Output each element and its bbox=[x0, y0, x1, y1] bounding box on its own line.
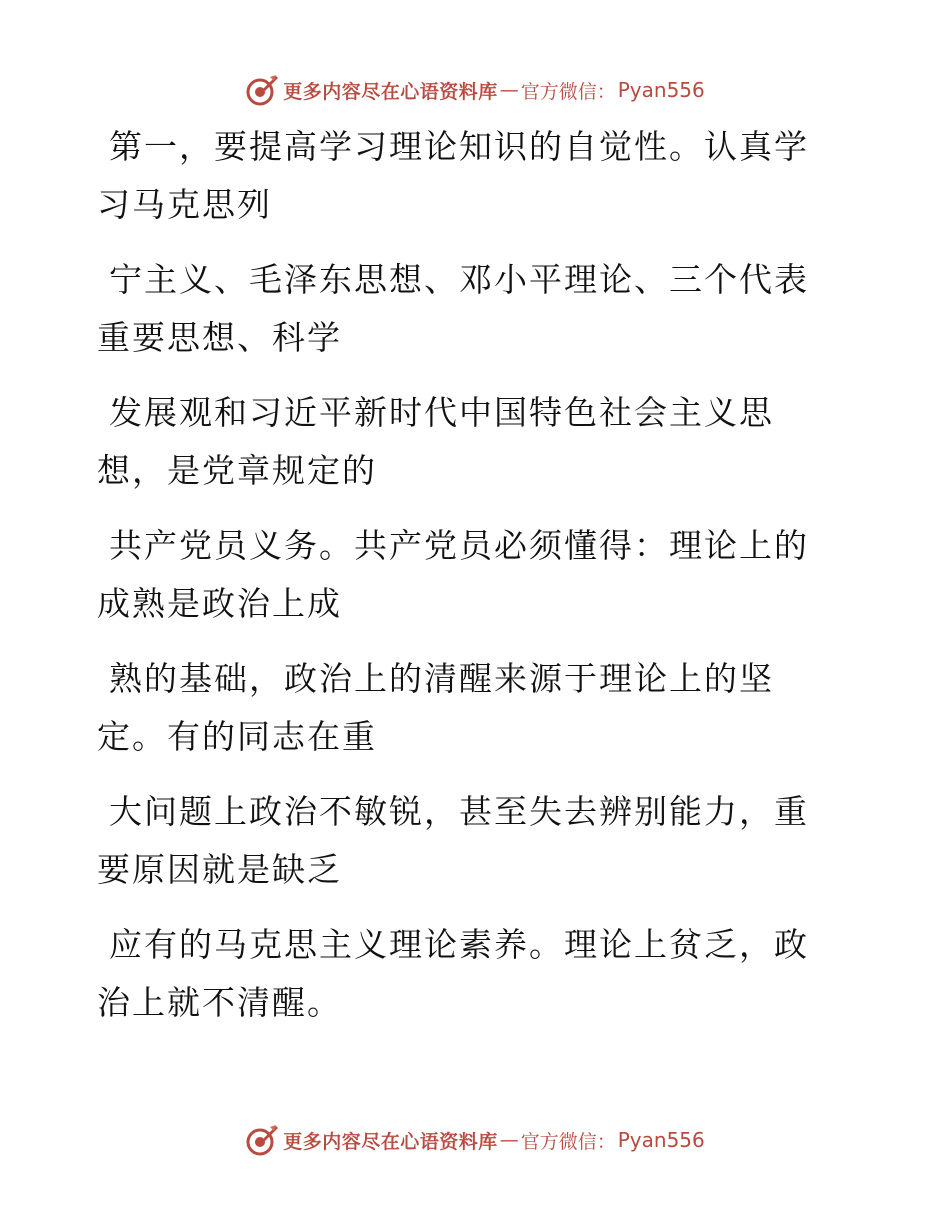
paragraph-7 bbox=[97, 916, 837, 1032]
watermark-dash: — bbox=[499, 79, 519, 101]
paragraph-text: 应有的马克思主义理论素养。理论上贫乏，政治上就不清醒。 bbox=[97, 925, 809, 1022]
watermark-wechat-id: Pyan556 bbox=[617, 1128, 705, 1152]
watermark-dash: — bbox=[499, 1129, 519, 1151]
paragraph-text: 第一，要提高学习理论知识的自觉性。认真学习马克思列 bbox=[97, 127, 809, 224]
paragraph-6 bbox=[97, 783, 837, 899]
header-watermark bbox=[0, 70, 950, 110]
watermark-lead-text: 更多内容尽在心语资料库 bbox=[283, 80, 498, 103]
paragraph-2 bbox=[97, 251, 837, 367]
watermark-wechat-label: 官方微信： bbox=[520, 80, 616, 103]
paragraph-4 bbox=[97, 517, 837, 633]
footer-watermark bbox=[0, 1120, 950, 1160]
paragraph-text: 共产党员义务。共产党员必须懂得：理论上的成熟是政治上成 bbox=[97, 526, 809, 623]
paragraph-text: 宁主义、毛泽东思想、邓小平理论、三个代表重要思想、科学 bbox=[97, 260, 809, 357]
document-body bbox=[97, 118, 837, 1049]
paragraph-5 bbox=[97, 650, 837, 766]
watermark-wechat-label: 官方微信： bbox=[520, 1130, 616, 1153]
quill-logo-icon bbox=[245, 73, 279, 107]
paragraph-3 bbox=[97, 384, 837, 500]
paragraph-text: 熟的基础，政治上的清醒来源于理论上的坚定。有的同志在重 bbox=[97, 659, 774, 756]
watermark-wechat-id: Pyan556 bbox=[617, 78, 705, 102]
paragraph-text: 发展观和习近平新时代中国特色社会主义思想，是党章规定的 bbox=[97, 393, 774, 490]
paragraph-text: 大问题上政治不敏锐，甚至失去辨别能力，重要原因就是缺乏 bbox=[97, 792, 809, 889]
quill-logo-icon bbox=[245, 1123, 279, 1157]
watermark-lead-text: 更多内容尽在心语资料库 bbox=[283, 1130, 498, 1153]
paragraph-1 bbox=[97, 118, 837, 234]
